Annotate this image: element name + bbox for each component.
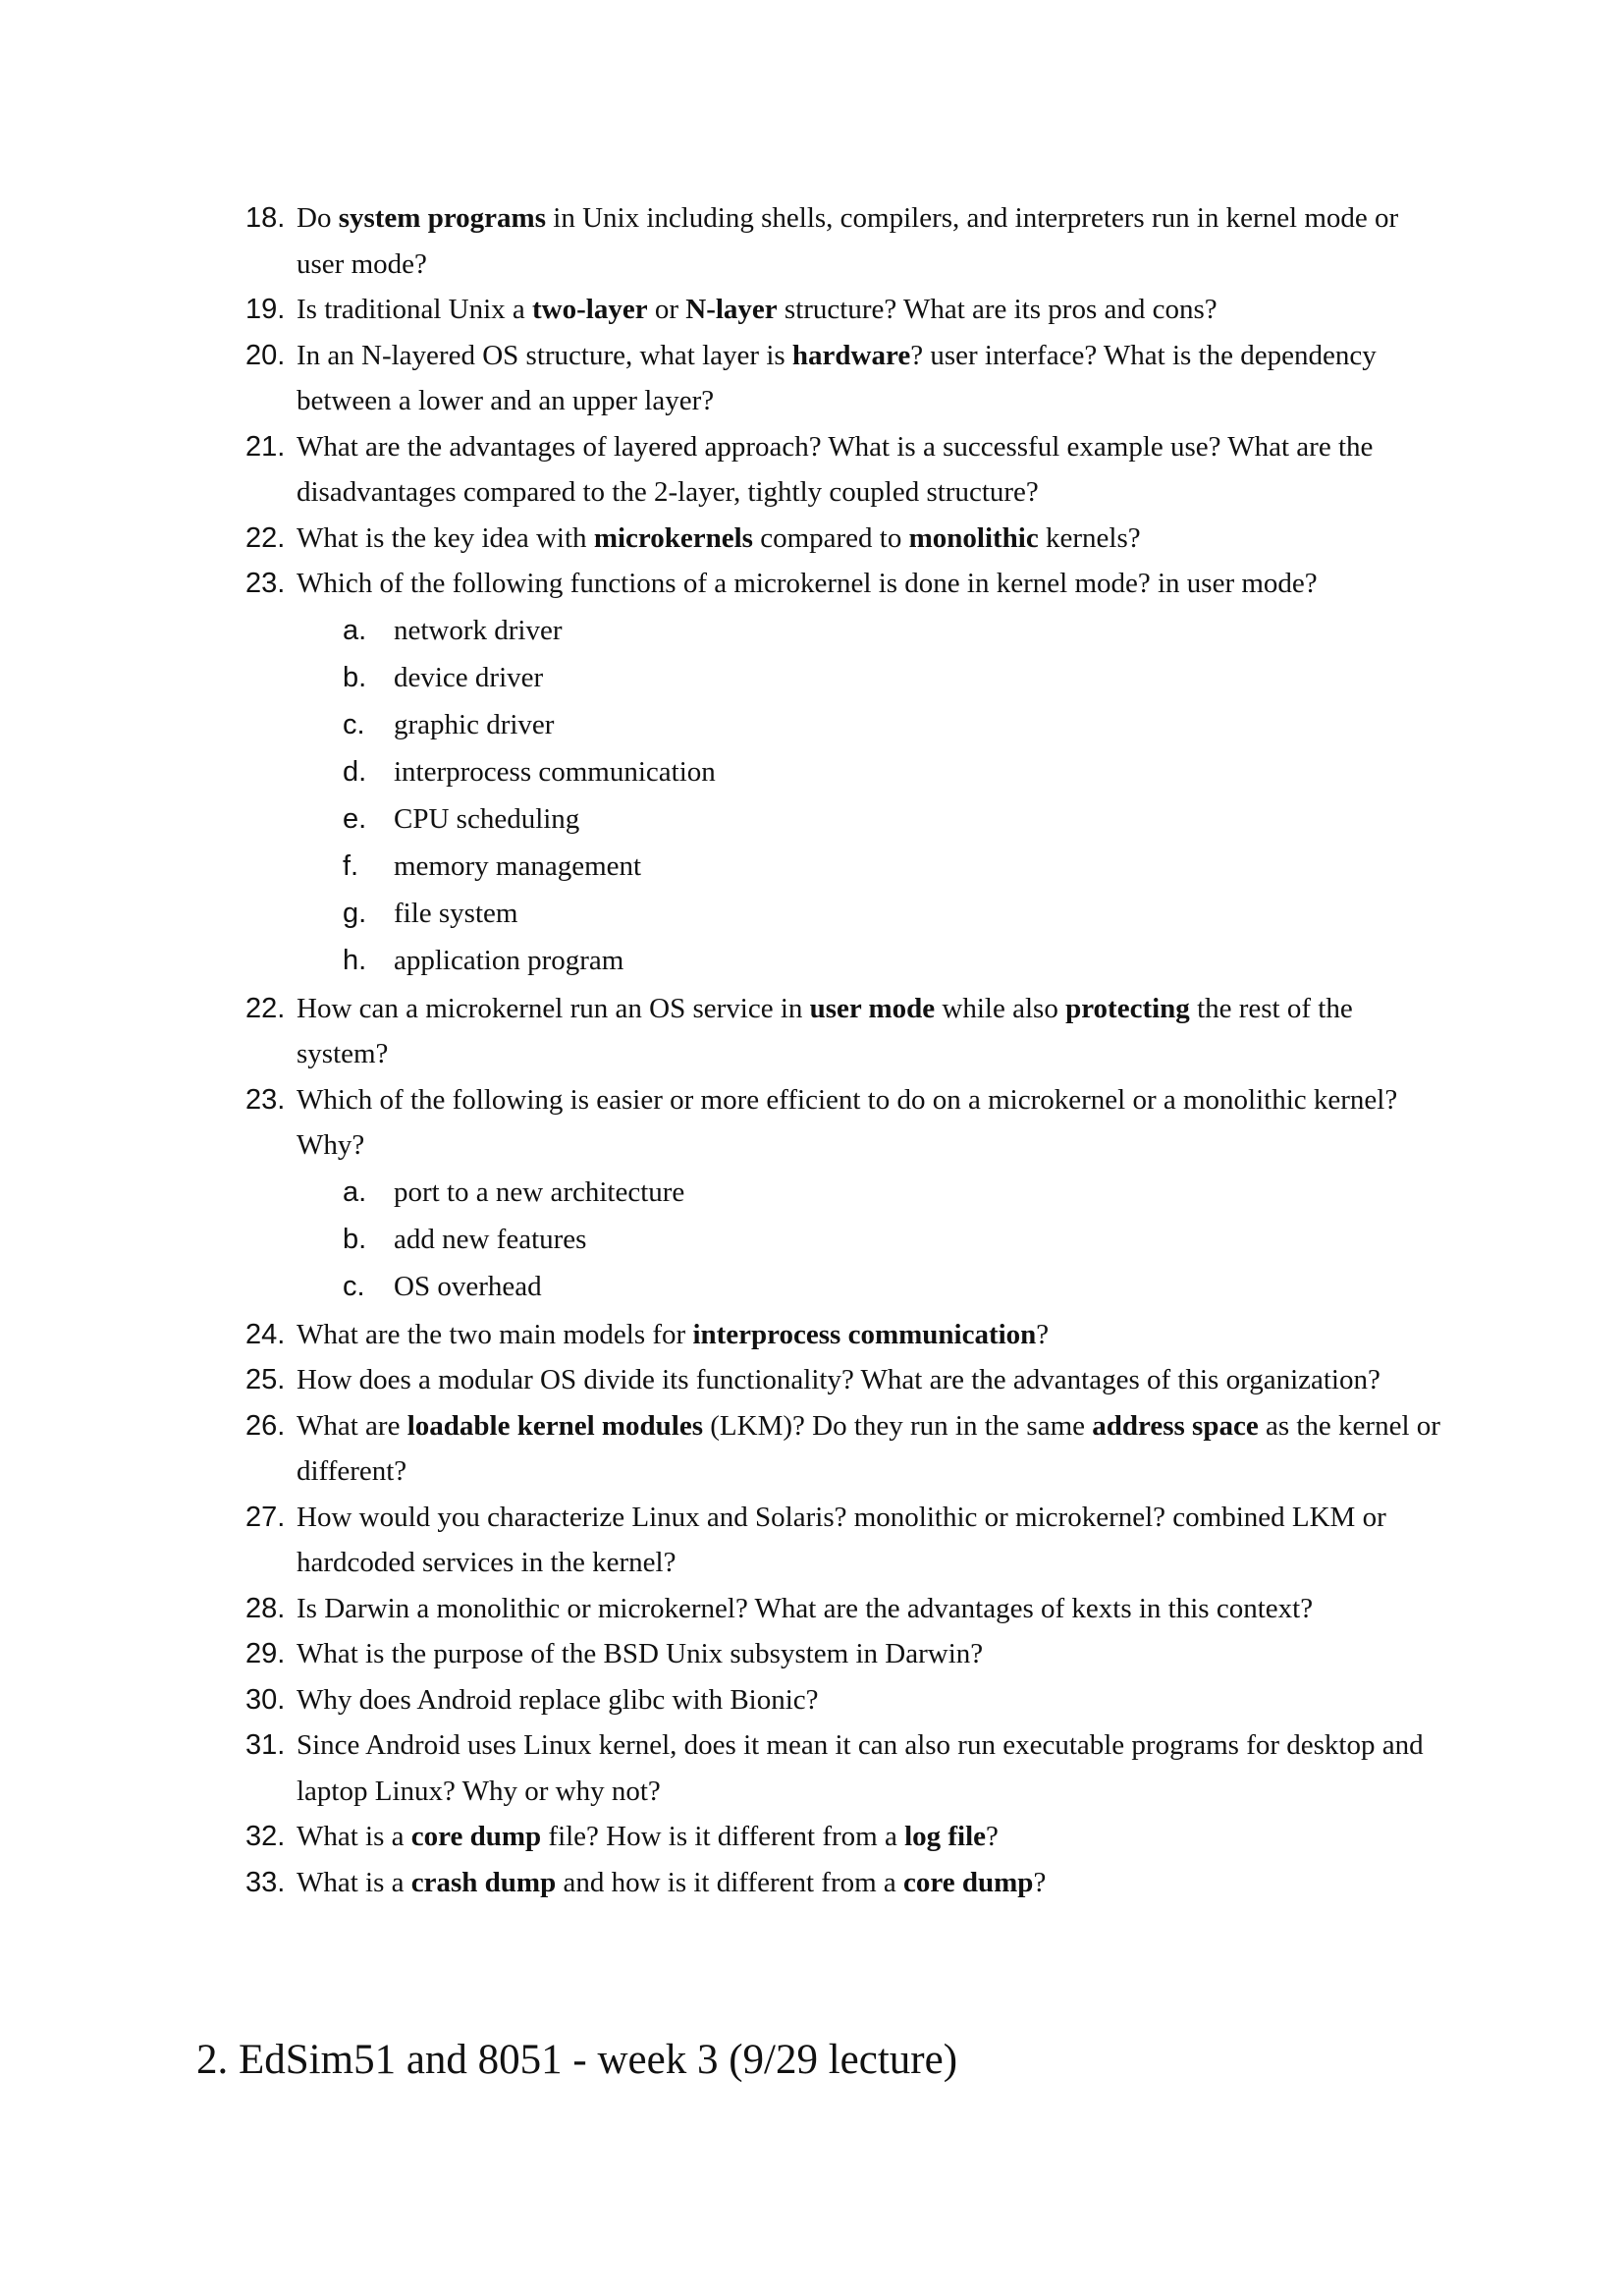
question-text bbox=[297, 1684, 819, 1716]
question-number: 22. bbox=[245, 521, 286, 554]
question-text bbox=[297, 1319, 1049, 1350]
text-run: Since Android uses Linux kernel, does it mean it can also run executable programs for desktop and laptop Linux? Why or why not? bbox=[297, 1729, 1424, 1807]
sub-item-text: graphic driver bbox=[394, 708, 555, 740]
text-run: Why does Android replace glibc with Bionic? bbox=[297, 1683, 819, 1716]
question-number: 25. bbox=[245, 1364, 286, 1395]
text-run: What is the purpose of the BSD Unix subsystem in Darwin? bbox=[297, 1638, 984, 1669]
question-number: 31. bbox=[245, 1729, 286, 1761]
question-number: 30. bbox=[245, 1683, 286, 1716]
question-text bbox=[297, 1729, 1424, 1807]
sub-item bbox=[343, 890, 1624, 937]
bold-term: system programs bbox=[338, 202, 547, 234]
question-text bbox=[297, 993, 1353, 1070]
sub-item-label: c. bbox=[343, 1270, 365, 1302]
question-item bbox=[245, 1403, 1445, 1495]
text-run: What are the advantages of layered approach? What is a successful example use? What are the disadvantages compared to the 2-layer, tightly coupled structure? bbox=[297, 430, 1374, 508]
bold-term: address space bbox=[1092, 1409, 1259, 1442]
bold-term: log file bbox=[904, 1821, 987, 1852]
text-run: Is traditional Unix a bbox=[297, 294, 533, 325]
question-text bbox=[297, 1084, 1397, 1162]
question-item bbox=[245, 561, 1445, 607]
question-number: 18. bbox=[245, 202, 286, 234]
question-text bbox=[297, 1364, 1380, 1395]
sub-item bbox=[343, 843, 1624, 890]
question-text bbox=[297, 1867, 1046, 1898]
question-text bbox=[297, 294, 1218, 325]
sub-item bbox=[343, 748, 1624, 795]
text-run: What is a bbox=[297, 1866, 411, 1898]
bold-term: user mode bbox=[809, 992, 936, 1024]
question-number: 26. bbox=[245, 1409, 286, 1442]
text-run: ? user interface? What is the dependency between a lower and an upper layer? bbox=[297, 339, 1377, 416]
question-item bbox=[245, 287, 1445, 333]
question-text bbox=[297, 1502, 1386, 1579]
bold-term: monolithic bbox=[908, 521, 1039, 554]
sub-item-text: add new features bbox=[394, 1223, 587, 1255]
sub-item-text: application program bbox=[394, 944, 624, 976]
question-item bbox=[245, 1077, 1445, 1169]
sub-item-label: b. bbox=[343, 1223, 367, 1255]
text-run: compared to bbox=[752, 521, 909, 554]
sub-item bbox=[343, 1169, 1624, 1216]
question-text bbox=[297, 1638, 983, 1669]
question-item bbox=[245, 986, 1445, 1077]
sub-item-text: file system bbox=[394, 897, 518, 929]
text-run: In an N-layered OS structure, what layer is bbox=[297, 339, 792, 371]
sub-item-label: e. bbox=[343, 802, 367, 835]
text-run: Which of the following functions of a microkernel is done in kernel mode? in user mode? bbox=[297, 568, 1318, 599]
question-text bbox=[297, 1593, 1313, 1624]
question-item bbox=[245, 195, 1445, 287]
question-item bbox=[245, 1495, 1445, 1586]
text-run: How does a modular OS divide its functionality? What are the advantages of this organization? bbox=[297, 1364, 1380, 1395]
bold-term: core dump bbox=[410, 1821, 542, 1852]
sub-item-text: CPU scheduling bbox=[394, 802, 580, 835]
question-number: 24. bbox=[245, 1318, 286, 1350]
question-text bbox=[297, 522, 1141, 554]
bold-term: hardware bbox=[791, 339, 911, 371]
sub-item-label: a. bbox=[343, 1175, 367, 1208]
sub-item-text: OS overhead bbox=[394, 1270, 542, 1302]
text-run: Which of the following is easier or more efficient to do on a microkernel or a monolithic kernel? Why? bbox=[297, 1083, 1398, 1161]
bold-term: N-layer bbox=[685, 294, 778, 325]
question-number: 20. bbox=[245, 339, 286, 371]
text-run: What are bbox=[297, 1409, 407, 1442]
text-run: or bbox=[647, 294, 686, 325]
text-run: the rest of the system? bbox=[297, 992, 1353, 1069]
bold-term: microkernels bbox=[593, 521, 753, 554]
text-run: and how is it different from a bbox=[556, 1866, 904, 1898]
text-run: What is the key idea with bbox=[297, 521, 594, 554]
text-run: ? bbox=[1036, 1318, 1050, 1350]
question-number: 22. bbox=[245, 992, 286, 1024]
question-item bbox=[245, 1586, 1445, 1632]
text-run: ? bbox=[986, 1821, 999, 1852]
sub-item-label: b. bbox=[343, 661, 367, 693]
text-run: What is a bbox=[297, 1821, 411, 1852]
text-run: file? How is it different from a bbox=[541, 1821, 905, 1852]
text-run: while also bbox=[935, 992, 1066, 1024]
question-item bbox=[245, 1312, 1445, 1358]
sub-item bbox=[343, 795, 1624, 843]
sub-item-text: device driver bbox=[394, 661, 544, 693]
sub-item-text: network driver bbox=[394, 614, 563, 646]
sub-item bbox=[343, 937, 1624, 984]
text-run: How would you characterize Linux and Solaris? monolithic or microkernel? combined LKM or hardcoded services in the kernel? bbox=[297, 1501, 1386, 1578]
question-item bbox=[245, 1677, 1445, 1723]
text-run: in Unix including shells, compilers, and interpreters run in kernel mode or user mode? bbox=[297, 202, 1399, 280]
sub-item bbox=[343, 1216, 1624, 1263]
question-text bbox=[297, 340, 1377, 417]
question-number: 27. bbox=[245, 1501, 286, 1533]
text-run: structure? What are its pros and cons? bbox=[777, 294, 1218, 325]
question-item bbox=[245, 424, 1445, 516]
question-item bbox=[245, 333, 1445, 424]
question-item bbox=[245, 1860, 1445, 1906]
sub-item bbox=[343, 607, 1624, 654]
question-item bbox=[245, 516, 1445, 562]
bold-term: loadable kernel modules bbox=[406, 1409, 704, 1442]
bold-term: two-layer bbox=[532, 294, 648, 325]
sub-item bbox=[343, 654, 1624, 701]
sub-item-label: f. bbox=[343, 849, 359, 882]
text-run: How can a microkernel run an OS service in bbox=[297, 992, 810, 1024]
sub-item-label: d. bbox=[343, 755, 367, 788]
text-run: What are the two main models for bbox=[297, 1318, 693, 1350]
text-run: Is Darwin a monolithic or microkernel? What are the advantages of kexts in this context? bbox=[297, 1592, 1314, 1624]
question-item bbox=[245, 1722, 1445, 1814]
bold-term: protecting bbox=[1065, 992, 1190, 1024]
sub-item bbox=[343, 1263, 1624, 1310]
question-text bbox=[297, 431, 1373, 509]
text-run: kernels? bbox=[1038, 521, 1141, 554]
text-run: (LKM)? Do they run in the same bbox=[703, 1409, 1093, 1442]
question-item bbox=[245, 1814, 1445, 1860]
question-text bbox=[297, 1410, 1440, 1488]
sub-item bbox=[343, 701, 1624, 748]
bold-term: interprocess communication bbox=[692, 1318, 1037, 1350]
question-number: 19. bbox=[245, 294, 286, 325]
question-text bbox=[297, 202, 1398, 280]
question-number: 33. bbox=[245, 1866, 286, 1898]
question-item bbox=[245, 1357, 1445, 1403]
question-number: 29. bbox=[245, 1638, 286, 1669]
sub-item-label: a. bbox=[343, 614, 367, 646]
sub-item-text: port to a new architecture bbox=[394, 1175, 685, 1208]
question-text bbox=[297, 568, 1318, 599]
question-number: 23. bbox=[245, 1083, 286, 1116]
section-heading: 2. EdSim51 and 8051 - week 3 (9/29 lecture) bbox=[196, 2037, 958, 2083]
bold-term: core dump bbox=[903, 1866, 1034, 1898]
question-item bbox=[245, 1631, 1445, 1677]
question-number: 21. bbox=[245, 430, 286, 463]
sub-item-text: interprocess communication bbox=[394, 755, 716, 788]
sub-item-text: memory management bbox=[394, 849, 642, 882]
sub-item-label: g. bbox=[343, 897, 367, 929]
question-text bbox=[297, 1821, 999, 1852]
text-run: ? bbox=[1033, 1866, 1047, 1898]
question-number: 28. bbox=[245, 1592, 286, 1624]
question-list bbox=[0, 195, 1624, 1905]
text-run: Do bbox=[297, 202, 339, 234]
question-number: 32. bbox=[245, 1821, 286, 1852]
sub-item-label: c. bbox=[343, 708, 365, 740]
sub-item-label: h. bbox=[343, 944, 367, 976]
question-number: 23. bbox=[245, 568, 286, 599]
bold-term: crash dump bbox=[410, 1866, 557, 1898]
text-run: as the kernel or different? bbox=[297, 1409, 1440, 1487]
